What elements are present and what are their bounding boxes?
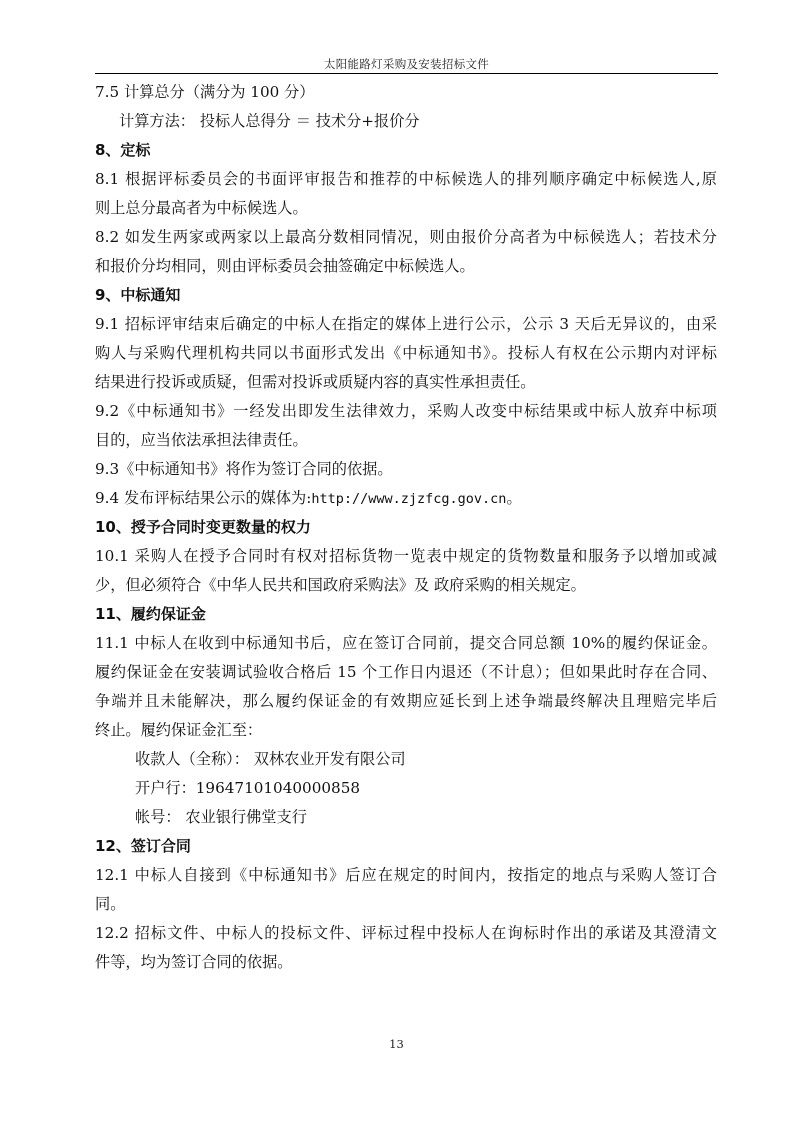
header-divider: [95, 73, 718, 74]
paragraph-12-1-line-2: 同。: [95, 895, 126, 913]
section-11-heading: 11、履约保证金: [95, 605, 206, 623]
paragraph-12-2-line-1: 12.2 招标文件、中标人的投标文件、评标过程中投标人在询标时作出的承诺及其澄清文: [95, 924, 717, 942]
page-number: 13: [389, 1037, 404, 1051]
section-12-heading: 12、签订合同: [95, 837, 191, 855]
paragraph-9-4-prefix: 9.4 发布评标结果公示的媒体为:: [95, 489, 312, 507]
paragraph-9-1-line-2: 购人与采购代理机构共同以书面形式发出《中标通知书》。投标人有权在公示期内对评标: [95, 344, 717, 362]
paragraph-10-1-line-2: 少，但必须符合《中华人民共和国政府采购法》及 政府采购的相关规定。: [95, 576, 586, 594]
paragraph-9-3: 9.3《中标通知书》将作为签订合同的依据。: [95, 460, 393, 478]
paragraph-11-1-line-1: 11.1 中标人在收到中标通知书后，应在签订合同前，提交合同总额 10%的履约保证金。: [95, 634, 717, 652]
paragraph-12-1-line-1: 12.1 中标人自接到《中标通知书》后应在规定的时间内，按指定的地点与采购人签订合: [95, 866, 717, 884]
payee-name: 收款人（全称）： 双林农业开发有限公司: [135, 750, 406, 768]
paragraph-9-1-line-1: 9.1 招标评审结束后确定的中标人在指定的媒体上进行公示，公示 3 天后无异议的，由采: [95, 315, 717, 333]
running-header-title: 太阳能路灯采购及安装招标文件: [323, 57, 490, 71]
paragraph-11-1-line-3: 争端并且未能解决，那么履约保证金的有效期应延长到上述争端最终解决且理赔完毕后: [95, 692, 717, 710]
section-7-5-title: 7.5 计算总分（满分为 100 分）: [95, 83, 315, 101]
paragraph-9-1-line-3: 结果进行投诉或质疑，但需对投诉或质疑内容的真实性承担责任。: [95, 373, 536, 391]
paragraph-8-1-line-1: 8.1 根据评标委员会的书面评审报告和推荐的中标候选人的排列顺序确定中标候选人,原: [95, 170, 717, 188]
paragraph-8-1-line-2: 则上总分最高者为中标候选人。: [95, 199, 308, 217]
section-10-heading: 10、授予合同时变更数量的权力: [95, 518, 311, 536]
score-calculation-method: 计算方法： 投标人总得分 ＝ 技术分+报价分: [119, 112, 420, 130]
document-body: [95, 78, 717, 977]
paragraph-9-2-line-1: 9.2《中标通知书》一经发出即发生法律效力，采购人改变中标结果或中标人放弃中标项: [95, 402, 717, 420]
paragraph-10-1-line-1: 10.1 采购人在授予合同时有权对招标货物一览表中规定的货物数量和服务予以增加或减: [95, 547, 717, 565]
publication-url-link[interactable]: http://www.zjzfcg.gov.cn: [311, 491, 507, 507]
bank-info: 开户行：19647101040000858: [135, 779, 361, 797]
paragraph-8-2-line-1: 8.2 如发生两家或两家以上最高分数相同情况，则由报价分高者为中标候选人；若技术分: [95, 228, 717, 246]
account-info: 帐号： 农业银行佛堂支行: [135, 808, 307, 826]
paragraph-9-4-suffix: 。: [506, 489, 522, 507]
paragraph-9-2-line-2: 目的，应当依法承担法律责任。: [95, 431, 308, 449]
paragraph-11-1-line-2: 履约保证金在安装调试验收合格后 15 个工作日内退还（不计息）；但如果此时存在合同、: [95, 663, 717, 681]
section-8-heading: 8、定标: [95, 141, 151, 159]
section-9-heading: 9、中标通知: [95, 286, 181, 304]
paragraph-8-2-line-2: 和报价分均相同，则由评标委员会抽签确定中标候选人。: [95, 257, 475, 275]
paragraph-11-1-line-4: 终止。履约保证金汇至：: [95, 721, 263, 739]
paragraph-9-4: [95, 484, 717, 513]
paragraph-12-2-line-2: 件等，均为签订合同的依据。: [95, 953, 293, 971]
